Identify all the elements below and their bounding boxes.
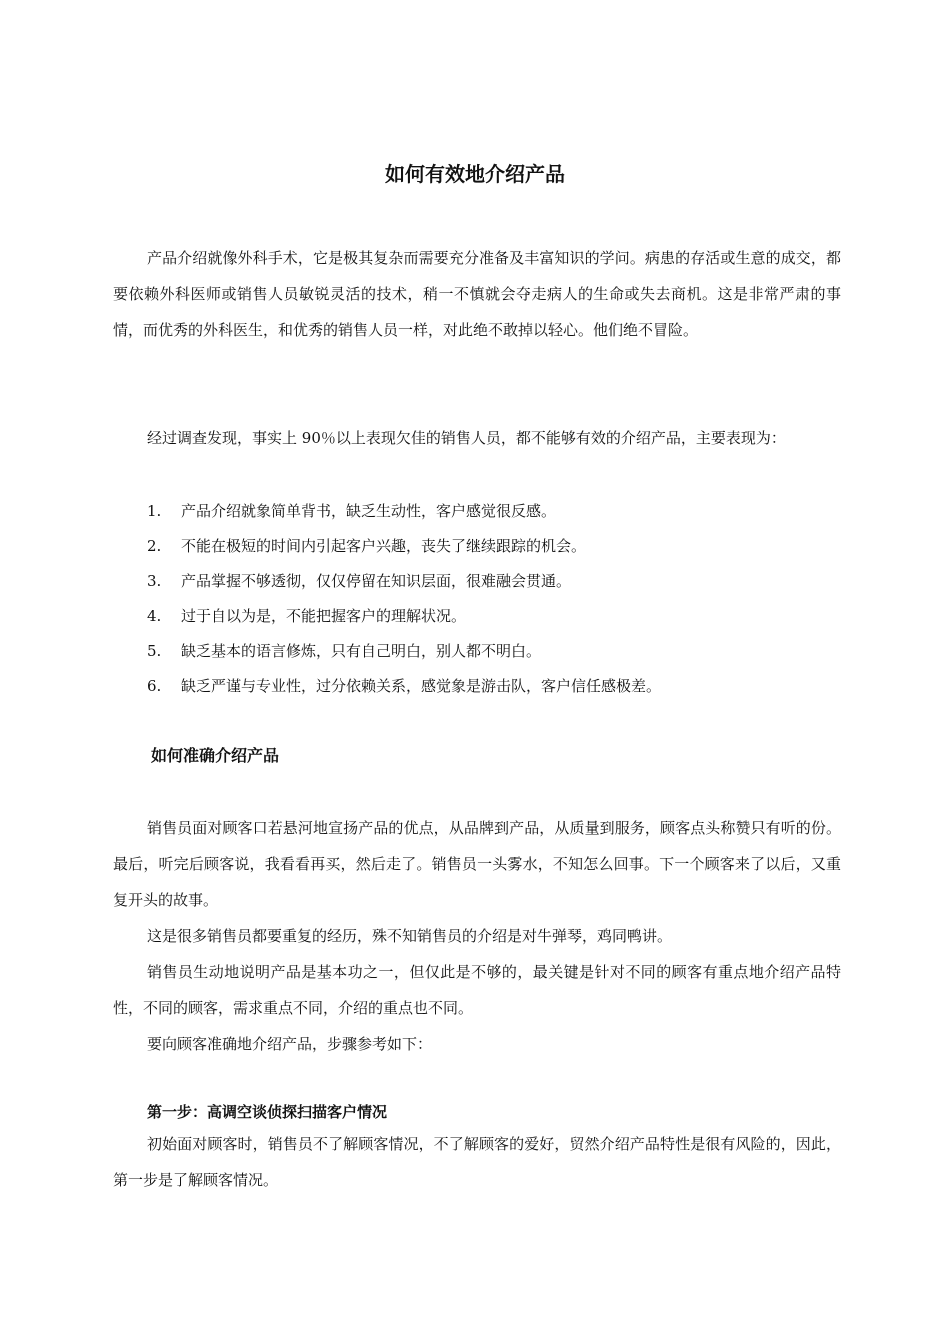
survey-paragraph: 经过调查发现，事实上 90％以上表现欠佳的销售人员，都不能够有效的介绍产品，主要表现为： [147, 429, 786, 447]
section-heading: 如何准确介绍产品 [151, 746, 280, 765]
list-item [113, 529, 841, 564]
problem-list [113, 494, 841, 704]
list-item [113, 634, 841, 669]
list-text: 不能在极短的时间内引起客户兴趣，丧失了继续跟踪的机会。 [181, 537, 587, 555]
section-paragraph: 销售员生动地说明产品是基本功之一，但仅此是不够的，最关键是针对不同的顾客有重点地介绍产品特性，不同的顾客，需求重点不同，介绍的重点也不同。 [113, 963, 841, 1017]
list-text: 缺乏基本的语言修炼，只有自己明白，别人都不明白。 [181, 642, 542, 660]
step-heading: 第一步：高调空谈侦探扫描客户情况 [147, 1103, 388, 1121]
list-text: 产品掌握不够透彻，仅仅停留在知识层面，很难融会贯通。 [181, 572, 572, 590]
list-number: 6. [147, 677, 162, 695]
list-item [113, 494, 841, 529]
list-number: 2. [147, 537, 162, 555]
list-number: 3. [147, 572, 162, 590]
list-number: 5. [147, 642, 162, 660]
step-paragraph: 初始面对顾客时，销售员不了解顾客情况，不了解顾客的爱好，贸然介绍产品特性是很有风险的，因此，第一步是了解顾客情况。 [113, 1135, 841, 1189]
list-text: 缺乏严谨与专业性，过分依赖关系，感觉象是游击队，客户信任感极差。 [181, 677, 662, 695]
list-item [113, 669, 841, 704]
list-item [113, 564, 841, 599]
list-text: 产品介绍就象简单背书，缺乏生动性，客户感觉很反感。 [181, 502, 557, 520]
document-title: 如何有效地介绍产品 [385, 162, 565, 186]
list-text: 过于自以为是，不能把握客户的理解状况。 [181, 607, 467, 625]
section-paragraph: 销售员面对顾客口若悬河地宣扬产品的优点，从品牌到产品，从质量到服务，顾客点头称赞只有听的份。最后，听完后顾客说，我看看再买，然后走了。销售员一头雾水，不知怎么回事。下一个顾客来了以后，又重复开头的故事。 [113, 819, 841, 909]
list-item [113, 599, 841, 634]
list-number: 1. [147, 502, 162, 520]
section-paragraph: 这是很多销售员都要重复的经历，殊不知销售员的介绍是对牛弹琴，鸡同鸭讲。 [147, 927, 673, 945]
list-number: 4. [147, 607, 162, 625]
section-paragraph: 要向顾客准确地介绍产品，步骤参考如下： [147, 1035, 433, 1053]
intro-paragraph: 产品介绍就像外科手术，它是极其复杂而需要充分准备及丰富知识的学问。病患的存活或生意的成交，都要依赖外科医师或销售人员敏锐灵活的技术，稍一不慎就会夺走病人的生命或失去商机。这是非常严肃的事情，而优秀的外科医生，和优秀的销售人员一样，对此绝不敢掉以轻心。他们绝不冒险。 [113, 249, 841, 339]
